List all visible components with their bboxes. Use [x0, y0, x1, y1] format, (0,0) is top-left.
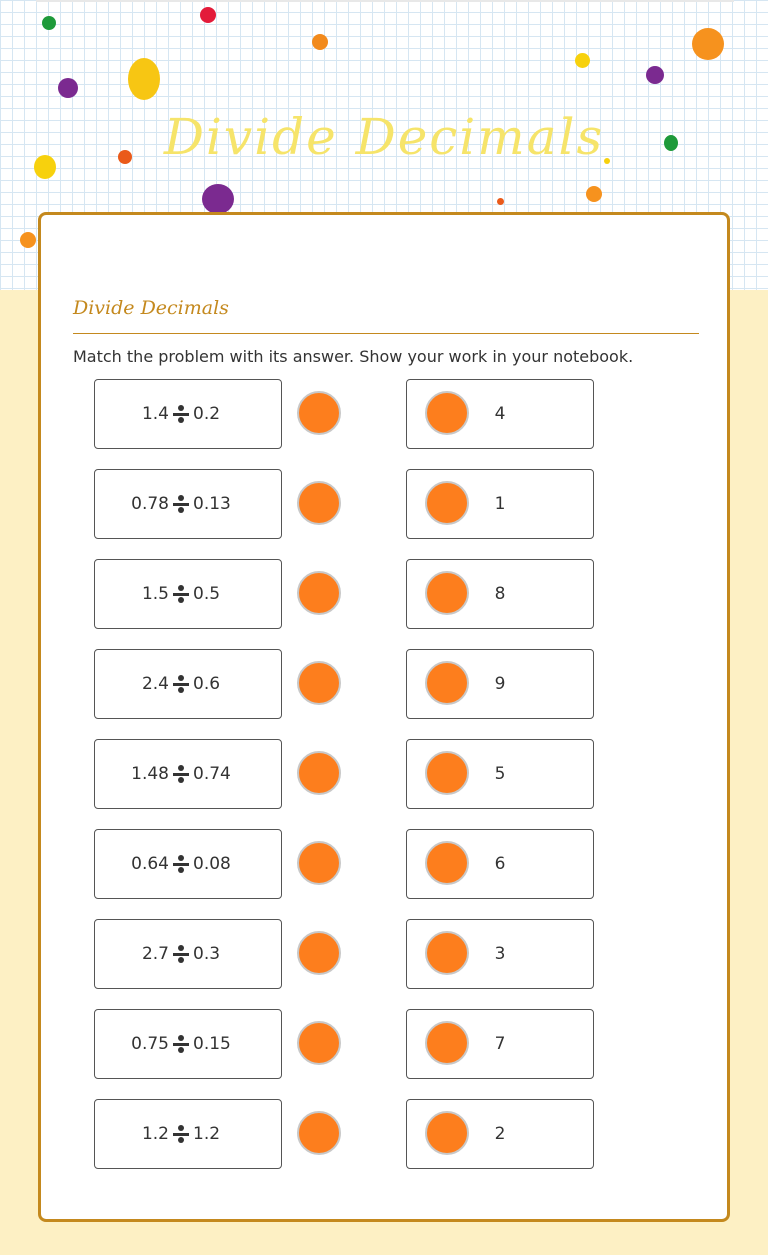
section-divider — [73, 333, 699, 334]
answer-value: 3 — [494, 944, 506, 964]
problem-box[interactable] — [94, 649, 282, 719]
division-sign-icon — [173, 765, 189, 783]
paint-splatter — [200, 7, 216, 23]
divisor: 0.2 — [193, 404, 221, 424]
problem-box[interactable] — [94, 559, 282, 629]
answer-value: 7 — [494, 1034, 506, 1054]
division-sign-icon — [173, 585, 189, 603]
answer-value: 8 — [494, 584, 506, 604]
dividend: 1.5 — [141, 584, 169, 604]
paint-splatter — [128, 58, 160, 100]
answer-match-handle-icon[interactable] — [425, 841, 469, 885]
divisor: 0.74 — [193, 764, 231, 784]
answer-match-handle-icon[interactable] — [425, 661, 469, 705]
answer-value: 5 — [494, 764, 506, 784]
problem-expression — [142, 584, 220, 604]
answer-match-handle-icon[interactable] — [425, 391, 469, 435]
paint-splatter — [646, 66, 664, 84]
division-sign-icon — [173, 675, 189, 693]
problem-expression — [142, 944, 220, 964]
dividend: 1.48 — [131, 764, 169, 784]
problem-box[interactable] — [94, 739, 282, 809]
problem-box[interactable] — [94, 1009, 282, 1079]
answer-match-handle-icon[interactable] — [425, 1021, 469, 1065]
dividend: 2.4 — [141, 674, 169, 694]
dividend: 0.78 — [131, 494, 169, 514]
division-sign-icon — [173, 945, 189, 963]
dividend: 1.2 — [141, 1124, 169, 1144]
problem-match-handle-icon[interactable] — [297, 1021, 341, 1065]
divisor: 0.13 — [193, 494, 231, 514]
dividend: 0.64 — [131, 854, 169, 874]
paint-splatter — [497, 198, 504, 205]
divisor: 0.3 — [193, 944, 221, 964]
answer-value: 2 — [494, 1124, 506, 1144]
problem-match-handle-icon[interactable] — [297, 931, 341, 975]
answer-value: 1 — [494, 494, 506, 514]
dividend: 1.4 — [141, 404, 169, 424]
problem-expression — [131, 494, 231, 514]
divisor: 0.5 — [193, 584, 221, 604]
paint-splatter — [312, 34, 328, 50]
divisor: 0.6 — [193, 674, 221, 694]
header-top-line — [36, 0, 734, 2]
divisor: 1.2 — [193, 1124, 221, 1144]
paint-splatter — [575, 53, 590, 68]
answer-match-handle-icon[interactable] — [425, 571, 469, 615]
dividend: 2.7 — [141, 944, 169, 964]
answer-value: 6 — [494, 854, 506, 874]
problem-match-handle-icon[interactable] — [297, 661, 341, 705]
division-sign-icon — [173, 1035, 189, 1053]
answer-value: 4 — [494, 404, 506, 424]
answer-match-handle-icon[interactable] — [425, 1111, 469, 1155]
problem-box[interactable] — [94, 919, 282, 989]
paint-splatter — [58, 78, 78, 98]
division-sign-icon — [173, 495, 189, 513]
answer-match-handle-icon[interactable] — [425, 481, 469, 525]
problem-expression — [131, 764, 231, 784]
answer-match-handle-icon[interactable] — [425, 751, 469, 795]
problem-match-handle-icon[interactable] — [297, 571, 341, 615]
problem-expression — [131, 1034, 231, 1054]
paint-splatter — [692, 28, 724, 60]
answer-match-handle-icon[interactable] — [425, 931, 469, 975]
header-title: Divide Decimals — [163, 108, 605, 166]
divisor: 0.15 — [193, 1034, 231, 1054]
problem-match-handle-icon[interactable] — [297, 841, 341, 885]
problem-expression — [131, 854, 231, 874]
paint-splatter — [586, 186, 602, 202]
division-sign-icon — [173, 405, 189, 423]
dividend: 0.75 — [131, 1034, 169, 1054]
problem-box[interactable] — [94, 829, 282, 899]
paint-splatter — [20, 232, 36, 248]
problem-box[interactable] — [94, 469, 282, 539]
problem-expression — [142, 674, 220, 694]
problem-match-handle-icon[interactable] — [297, 391, 341, 435]
paint-splatter — [202, 184, 234, 214]
problem-expression — [142, 404, 220, 424]
answer-value: 9 — [494, 674, 506, 694]
division-sign-icon — [173, 855, 189, 873]
section-title: Divide Decimals — [73, 297, 229, 319]
divisor: 0.08 — [193, 854, 231, 874]
problem-expression — [142, 1124, 220, 1144]
paint-splatter — [42, 16, 56, 30]
problem-match-handle-icon[interactable] — [297, 1111, 341, 1155]
problem-match-handle-icon[interactable] — [297, 481, 341, 525]
division-sign-icon — [173, 1125, 189, 1143]
instructions-text: Match the problem with its answer. Show your work in your notebook. — [73, 347, 634, 366]
problem-box[interactable] — [94, 379, 282, 449]
problem-match-handle-icon[interactable] — [297, 751, 341, 795]
problem-box[interactable] — [94, 1099, 282, 1169]
